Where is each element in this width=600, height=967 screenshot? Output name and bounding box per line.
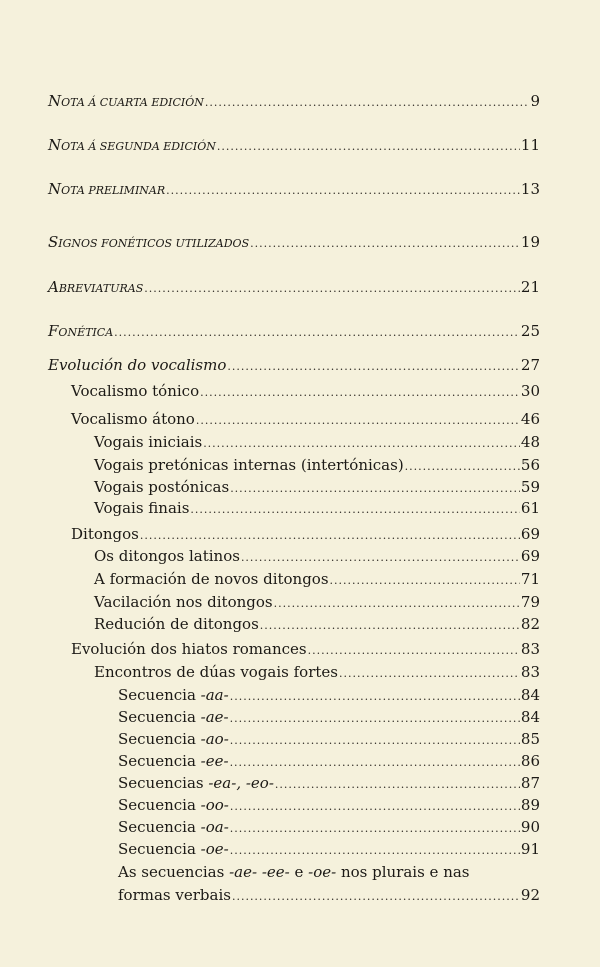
- page-number: 30: [520, 382, 540, 400]
- leader-dots: [260, 617, 520, 635]
- page-number: 27: [520, 356, 540, 374]
- leader-dots: [232, 888, 520, 906]
- leader-dots: [241, 549, 520, 567]
- leader-dots: [230, 480, 520, 498]
- toc-entry-label: Os ditongos latinos: [94, 547, 240, 565]
- page-number: 86: [520, 752, 540, 770]
- page-number: 92: [520, 886, 540, 904]
- toc-entry: [94, 570, 540, 590]
- toc-entry: [118, 796, 540, 816]
- toc-entry-label: Vocalismo átono: [71, 410, 195, 428]
- toc-entry-label: Vocalismo tónico: [71, 382, 200, 400]
- leader-dots: [330, 572, 520, 590]
- page-number: 69: [520, 547, 540, 565]
- toc-entry: [118, 708, 540, 728]
- toc-entry: [48, 180, 540, 200]
- toc-entry-label: NOTA Á SEGUNDA EDICIÓN: [48, 136, 216, 154]
- toc-entry-label: Encontros de dúas vogais fortes: [94, 663, 338, 681]
- leader-dots: [203, 435, 520, 453]
- toc-entry: [118, 686, 540, 706]
- page-number: 21: [520, 278, 540, 296]
- toc-entry-label: Secuencia -ao-: [118, 730, 229, 748]
- leader-dots: [230, 688, 520, 706]
- leader-dots: [230, 732, 520, 750]
- toc-entry: [118, 886, 540, 906]
- toc-entry-label: Secuencias -ea-, -eo-: [118, 774, 274, 792]
- toc-entry-label: Secuencia -oa-: [118, 818, 229, 836]
- leader-dots: [205, 94, 530, 112]
- leader-dots: [230, 820, 520, 838]
- page-number: 84: [520, 708, 540, 726]
- toc-entry-label: As secuencias -ae- -ee- e -oe- nos plurais e nas: [118, 863, 470, 881]
- page-number: 9: [530, 92, 540, 110]
- page-number: 48: [520, 433, 540, 451]
- toc-entry: [48, 136, 540, 156]
- toc-entry-label: Secuencia -oo-: [118, 796, 229, 814]
- toc-entry-label: Secuencia -aa-: [118, 686, 229, 704]
- toc-entry: [48, 356, 540, 376]
- toc-entry-label: SIGNOS FONÉTICOS UTILIZADOS: [48, 233, 250, 251]
- page-number: 83: [520, 663, 540, 681]
- toc-entry: [48, 92, 540, 112]
- toc-entry-label: Vogais postónicas: [94, 478, 230, 496]
- toc-entry-label: Vacilación nos ditongos: [94, 593, 273, 611]
- leader-dots: [274, 595, 520, 613]
- toc-entry: [48, 233, 540, 253]
- leader-dots: [275, 776, 520, 794]
- toc-entry-label: Secuencia -ee-: [118, 752, 229, 770]
- toc-entry: [48, 322, 540, 342]
- leader-dots: [166, 182, 520, 200]
- toc-entry-label: Vogais iniciais: [94, 433, 203, 451]
- leader-dots: [190, 501, 520, 519]
- page-number: 84: [520, 686, 540, 704]
- page-number: 82: [520, 615, 540, 633]
- toc-entry-label: Vogais finais: [94, 499, 190, 517]
- toc-entry: [94, 499, 540, 519]
- toc-entry: [118, 730, 540, 750]
- toc-entry: [71, 640, 540, 660]
- toc-entry: [71, 525, 540, 545]
- toc-entry: [94, 456, 540, 476]
- toc-entry: [71, 382, 540, 402]
- toc-entry: [94, 615, 540, 635]
- page-number: 91: [520, 840, 540, 858]
- toc-entry-label: formas verbais: [118, 886, 231, 904]
- toc-entry: [118, 818, 540, 838]
- page-number: 61: [520, 499, 540, 517]
- toc-entry: [48, 278, 540, 298]
- toc-entry: [118, 774, 540, 794]
- page-number: 89: [520, 796, 540, 814]
- leader-dots: [114, 324, 520, 342]
- page-number: 83: [520, 640, 540, 658]
- toc-entry-label: ABREVIATURAS: [48, 278, 144, 296]
- leader-dots: [405, 458, 520, 476]
- page-number: 13: [520, 180, 540, 198]
- page-number: 87: [520, 774, 540, 792]
- page-number: 71: [520, 570, 540, 588]
- toc-entry-label: Redución de ditongos: [94, 615, 259, 633]
- leader-dots: [230, 798, 520, 816]
- toc-entry-label: Evolución do vocalismo: [48, 356, 227, 374]
- leader-dots: [308, 642, 520, 660]
- page-number: 79: [520, 593, 540, 611]
- toc-entry-label: Secuencia -oe-: [118, 840, 229, 858]
- toc-entry-label: NOTA Á CUARTA EDICIÓN: [48, 92, 204, 110]
- page-number: 25: [520, 322, 540, 340]
- toc-entry-label: Vogais pretónicas internas (intertónicas): [94, 456, 404, 474]
- page-number: 85: [520, 730, 540, 748]
- page-number: 46: [520, 410, 540, 428]
- leader-dots: [339, 665, 520, 683]
- leader-dots: [200, 384, 520, 402]
- toc-entry-label: Ditongos: [71, 525, 139, 543]
- leader-dots: [140, 527, 520, 545]
- toc-entry: [94, 478, 540, 498]
- leader-dots: [230, 754, 520, 772]
- toc-entry-label: NOTA PRELIMINAR: [48, 180, 166, 198]
- toc-entry-label: Secuencia -ae-: [118, 708, 229, 726]
- toc-entry: [118, 752, 540, 772]
- leader-dots: [196, 412, 520, 430]
- leader-dots: [230, 710, 520, 728]
- page-number: 11: [520, 136, 540, 154]
- toc-entry: [118, 840, 540, 860]
- page-number: 90: [520, 818, 540, 836]
- leader-dots: [227, 358, 520, 376]
- leader-dots: [250, 235, 520, 253]
- toc-entry-label: A formación de novos ditongos: [94, 570, 329, 588]
- page-number: 69: [520, 525, 540, 543]
- page-number: 59: [520, 478, 540, 496]
- toc-entry: [94, 547, 540, 567]
- page-number: 56: [520, 456, 540, 474]
- toc-entry: [94, 663, 540, 683]
- toc-entry-label: Evolución dos hiatos romances: [71, 640, 307, 658]
- toc-entry: [94, 433, 540, 453]
- leader-dots: [217, 138, 520, 156]
- toc-entry-label: FONÉTICA: [48, 322, 114, 340]
- toc-entry: [94, 593, 540, 613]
- page-number: 19: [520, 233, 540, 251]
- leader-dots: [144, 280, 520, 298]
- leader-dots: [230, 842, 520, 860]
- toc-entry: [71, 410, 540, 430]
